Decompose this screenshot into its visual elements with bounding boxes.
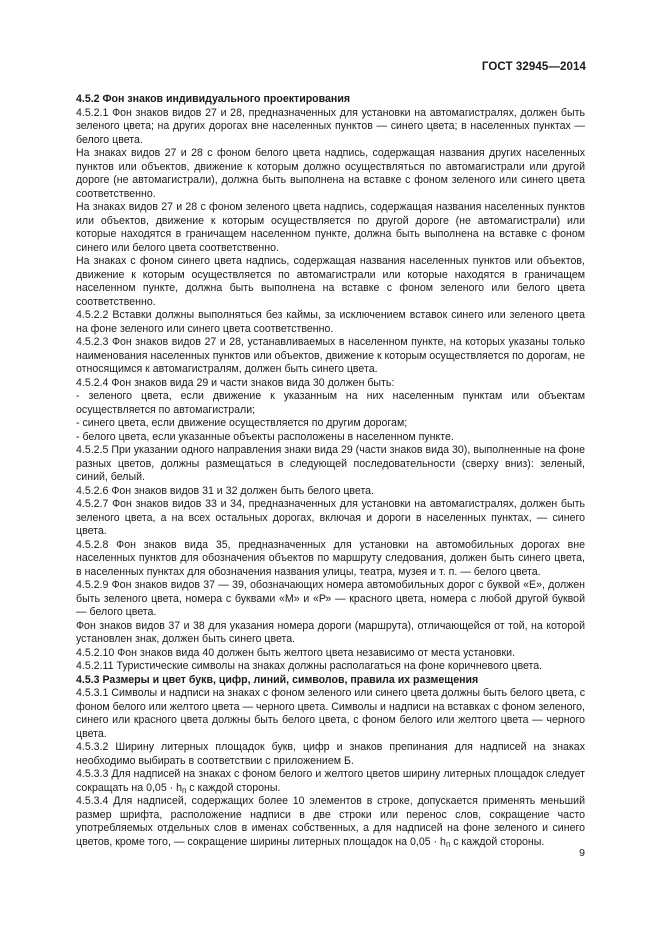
paragraph-text: 4.5.3.4 Для надписей, содержащих более 10 элементов в строке, допускается применять меньший размер шрифта, расположение надписи в две строки или перенос слов, сокращение часто употребляемых отдельных слов в именах собственных, а для надписей на фоне зеленого и синего цветов, кроме того, — сокращение ширины литерных площадок на 0,05 · h [76, 795, 585, 848]
paragraph-4-5-2-8: 4.5.2.8 Фон знаков вида 35, предназначенных для установки на автомобильных дорогах вне населенных пунктов для обозначения объектов по маршруту следования, должен быть синего цвета, в населенных пунктах для обозначения названия улицы, театра, музея и т. п. — белого цвета. [76, 538, 585, 578]
list-item: - синего цвета, если движение осуществляется по другим дорогам; [76, 417, 408, 429]
subscript: п [182, 785, 187, 795]
paragraph-4-5-2-1-a: На знаках видов 27 и 28 с фоном белого цвета надпись, содержащая названия других населенных пунктов или объектов, движение к которым должно осуществляться по автомагистрали или другой дороге (не автомагистрали), должна быть выполнена на вставке с фоном зеленого или синего цвета соответственно. [76, 147, 585, 200]
paragraph-4-5-2-1: 4.5.2.1 Фон знаков видов 27 и 28, предназначенных для установки на автомагистралях, должен быть зеленого цвета; на других дорогах вне населенных пунктов — синего цвета; в населенных пунктах — белого цвета. [76, 106, 585, 146]
list-item: - белого цвета, если указанные объекты расположены в населенном пункте. [76, 430, 454, 443]
paragraph-text: 4.5.3.3 Для надписей на знаках с фоном белого и желтого цветов ширину литерных площадок следует сокращать на 0,05 · h [76, 768, 585, 794]
paragraph-4-5-3-3 [76, 768, 585, 795]
paragraph-4-5-2-1-b: На знаках видов 27 и 28 с фоном зеленого цвета надпись, содержащая названия населенных пунктов или объектов, движение к которым осуществляется по другой дороге (не автомагистрали) или которые находятся в граничащем населенном пункте, должна быть выполнена на вставке с фоном синего или белого цвета соответственно. [76, 201, 585, 254]
paragraph-4-5-2-10: 4.5.2.10 Фон знаков вида 40 должен быть желтого цвета независимо от места установки. [76, 646, 516, 659]
paragraph-4-5-2-9-a: Фон знаков видов 37 и 38 для указания номера дороги (маршрута), отличающейся от той, на которой установлен знак, должен быть синего цвета. [76, 619, 585, 645]
paragraph-4-5-2-11: 4.5.2.11 Туристические символы на знаках должны располагаться на фоне коричневого цвета. [76, 660, 543, 672]
document-id: ГОСТ 32945—2014 [481, 61, 586, 73]
list-item: - зеленого цвета, если движение к указанным на них населенным пунктам или объектам осуществляется по автомагистрали; [76, 390, 585, 416]
paragraph-4-5-3-1: 4.5.3.1 Символы и надписи на знаках с фоном зеленого или синего цвета должны быть белого цвета, с фоном белого или желтого цвета — черного цвета. Символы и надписи на вставках с фоном зеленого, синего или красного цвета должны быть белого цвета, с фоном белого или желтого цвета — черного цвета. [76, 687, 586, 740]
paragraph-4-5-2-9: 4.5.2.9 Фон знаков видов 37 — 39, обозначающих номера автомобильных дорог с буквой «Е», должен быть зеленого цвета, номера с буквами «М» и «Р» — красного цвета, номера с любой другой буквой — белого цвета. [76, 579, 585, 618]
section-heading-4-5-2: 4.5.2 Фон знаков индивидуального проектирования [76, 93, 351, 105]
paragraph-4-5-2-1-c: На знаках с фоном синего цвета надпись, содержащая названия населенных пунктов или объектов, движение к которым осуществляется по автомагистрали или которые находятся в граничащем населенном пункте, должна быть выполнена на вставке с фоном зеленого или белого цвета соответственно. [76, 255, 585, 308]
subscript: п [445, 839, 451, 849]
paragraph-text: с каждой стороны. [186, 781, 281, 794]
paragraph-4-5-2-7: 4.5.2.7 Фон знаков видов 33 и 34, предназначенных для установки на автомагистралях, должен быть зеленого цвета, а на всех остальных дорогах, включая и дороги в населенных пунктах, — синего цвета. [76, 498, 585, 537]
paragraph-4-5-2-2: 4.5.2.2 Вставки должны выполняться без каймы, за исключением вставок синего или зеленого цвета на фоне зеленого или синего цвета соответственно. [76, 309, 585, 335]
paragraph-4-5-2-6: 4.5.2.6 Фон знаков видов 31 и 32 должен быть белого цвета. [76, 484, 375, 497]
section-heading-4-5-3: 4.5.3 Размеры и цвет букв, цифр, линий, символов, правила их размещения [76, 673, 479, 686]
paragraph-4-5-2-3: 4.5.2.3 Фон знаков видов 27 и 28, устанавливаемых в населенном пункте, на которых указаны только наименования населенных пунктов или объектов, движение к которым осуществляется по дорогам, не относящимся к автомагистралям, должен быть синего цвета. [76, 336, 585, 375]
paragraph-4-5-3-2: 4.5.3.2 Ширину литерных площадок букв, цифр и знаков препинания для надписей на знаках необходимо выбирать в соответствии с приложением Б. [76, 741, 585, 767]
paragraph-text: с каждой стороны. [450, 835, 545, 848]
document-body [76, 93, 585, 849]
paragraph-4-5-3-4 [76, 795, 585, 849]
paragraph-4-5-2-4: 4.5.2.4 Фон знаков вида 29 и части знаков вида 30 должен быть: [76, 376, 395, 389]
paragraph-4-5-2-5: 4.5.2.5 При указании одного направления знаки вида 29 (части знаков вида 30), выполненные на фоне разных цветов, должны размещаться в следующей последовательности (сверху вниз): зеленый, синий, белый. [76, 444, 585, 483]
page-number: 9 [579, 847, 585, 859]
